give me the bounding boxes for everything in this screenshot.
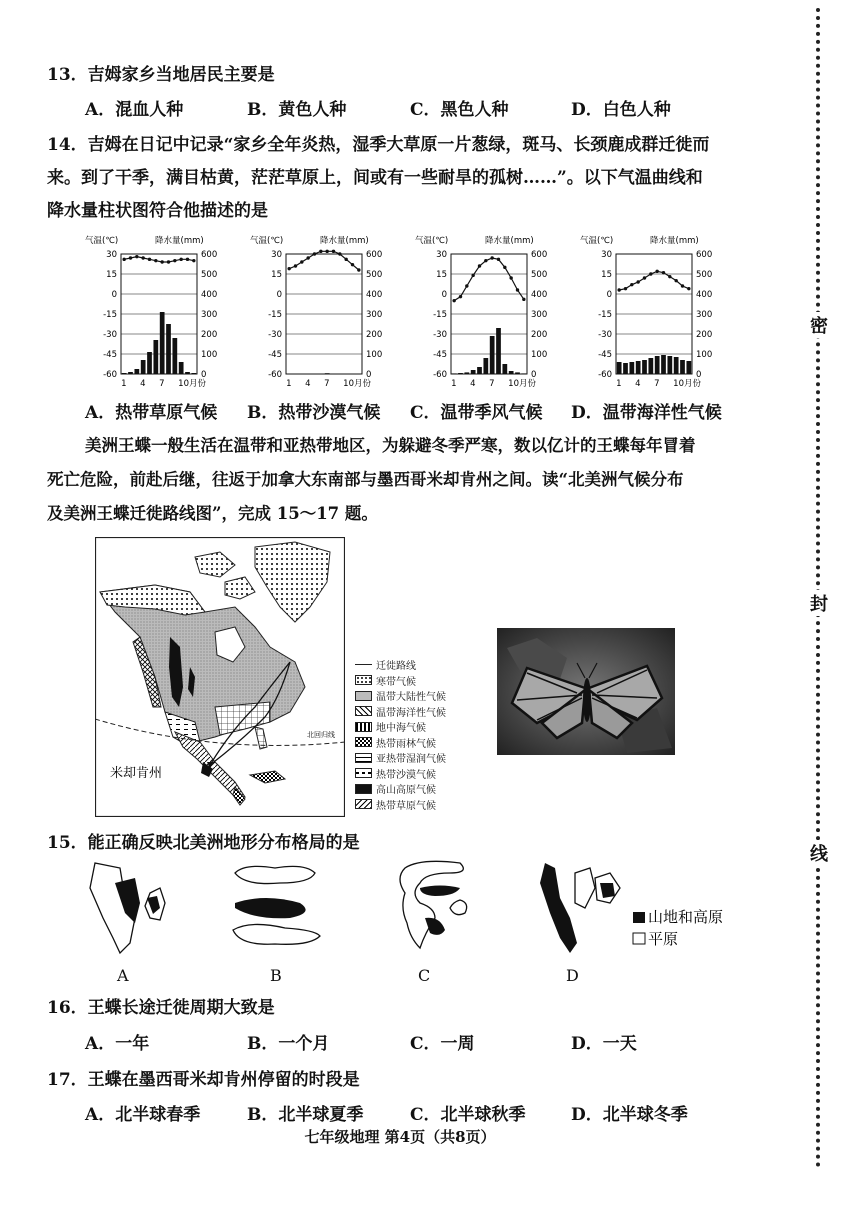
temp-axis-label: 气温(℃) (250, 236, 284, 246)
q16-option-d[interactable]: D．一天 (571, 1034, 637, 1054)
x-tick-label: 7 (324, 379, 330, 389)
temp-point (192, 259, 195, 262)
temp-point (300, 260, 303, 263)
terrain-option-b-shape (233, 866, 320, 944)
temp-point (674, 279, 677, 282)
legend-temperate-continental: 温带大陆性气候 (355, 688, 495, 704)
precip-tick-label: 400 (366, 290, 383, 300)
temp-tick-label: 15 (271, 270, 282, 280)
climate-chart-a (85, 232, 250, 392)
precip-axis-label: 降水量(mm) (650, 236, 699, 246)
seal-char-mi: 密 (808, 312, 830, 338)
temp-tick-label: -15 (433, 310, 447, 320)
precip-bar (166, 324, 171, 374)
temp-point (509, 276, 512, 279)
temp-tick-label: 30 (271, 250, 282, 260)
temp-point (649, 272, 652, 275)
precip-axis-label: 降水量(mm) (320, 236, 369, 246)
temp-tick-label: 30 (106, 250, 117, 260)
precip-tick-label: 300 (531, 310, 548, 320)
legend-tropical-desert: 热带沙漠气候 (355, 766, 495, 782)
tropic-label: 北回归线 (307, 731, 335, 739)
temp-tick-label: -30 (598, 330, 612, 340)
legend-tropical-rainforest: 热带雨林气候 (355, 735, 495, 751)
precip-tick-label: 500 (531, 270, 548, 280)
question-14-line3: 降水量柱状图符合他描述的是 (47, 201, 268, 221)
precip-tick-label: 0 (531, 370, 537, 380)
temp-tick-label: 0 (276, 290, 282, 300)
precip-tick-label: 400 (696, 290, 713, 300)
q17-option-a[interactable]: A．北半球春季 (85, 1105, 201, 1125)
precip-bar (483, 358, 488, 374)
legend-mountain-swatch (633, 912, 645, 923)
temp-point (452, 299, 455, 302)
precip-tick-label: 200 (201, 330, 218, 340)
precip-bar (680, 360, 685, 374)
precip-bar (153, 340, 158, 374)
q17-option-d[interactable]: D．北半球冬季 (571, 1105, 688, 1125)
temp-point (160, 260, 163, 263)
x-tick-label: 4 (470, 379, 476, 389)
temp-point (655, 270, 658, 273)
precip-tick-label: 100 (366, 350, 383, 360)
precip-bar (521, 373, 526, 374)
seal-line (808, 0, 828, 1216)
x-tick-label: 4 (140, 379, 146, 389)
temp-point (167, 260, 170, 263)
precip-bar (623, 363, 628, 374)
precip-axis-label: 降水量(mm) (485, 236, 534, 246)
precip-tick-label: 500 (366, 270, 383, 280)
precip-bar (655, 356, 660, 374)
temp-point (681, 284, 684, 287)
question-16-stem: 16．王蝶长途迁徙周期大致是 (47, 998, 275, 1018)
precip-tick-label: 300 (366, 310, 383, 320)
precip-bar (515, 372, 520, 374)
legend-cold-climate: 寒带气候 (355, 673, 495, 689)
precip-bar (464, 372, 469, 374)
temp-tick-label: 15 (106, 270, 117, 280)
q16-option-a[interactable]: A．一年 (85, 1034, 150, 1054)
precip-tick-label: 100 (201, 350, 218, 360)
temp-point (344, 258, 347, 261)
temp-point (141, 256, 144, 259)
temp-tick-label: 15 (601, 270, 612, 280)
temp-point (478, 264, 481, 267)
precip-bar (325, 373, 330, 374)
legend-highland: 高山高原气候 (355, 781, 495, 797)
temp-tick-label: -30 (103, 330, 117, 340)
temp-point (325, 250, 328, 253)
precip-bar (629, 362, 634, 374)
precip-bar (661, 355, 666, 374)
precip-tick-label: 500 (696, 270, 713, 280)
climate-chart-b (250, 232, 415, 392)
precip-tick-label: 600 (201, 250, 218, 260)
question-17-stem: 17．王蝶在墨西哥米却肯州停留的时段是 (47, 1070, 360, 1090)
temp-point (484, 259, 487, 262)
temp-axis-label: 气温(℃) (85, 236, 119, 246)
temp-point (351, 263, 354, 266)
precip-bar (141, 360, 146, 374)
temp-point (332, 250, 335, 253)
temp-point (306, 256, 309, 259)
temp-tick-label: -45 (103, 350, 117, 360)
temp-point (186, 258, 189, 261)
temp-point (617, 288, 620, 291)
x-tick-label: 4 (635, 379, 641, 389)
precip-tick-label: 200 (696, 330, 713, 340)
x-tick-label: 1 (451, 379, 457, 389)
north-america-climate-map (95, 537, 345, 817)
temp-axis-label: 气温(℃) (415, 236, 449, 246)
x-tick-label: 10月份 (343, 379, 371, 389)
temp-point (459, 295, 462, 298)
precip-bar (471, 370, 476, 374)
climate-chart-d (580, 232, 745, 392)
temp-curve (124, 257, 194, 262)
precip-bar (496, 328, 501, 374)
temp-point (129, 256, 132, 259)
temp-tick-label: 30 (436, 250, 447, 260)
passage-line2: 死亡危险，前赴后继，往返于加拿大东南部与墨西哥米却肯州之间。读“北美洲气候分布 (47, 470, 684, 489)
precip-tick-label: 100 (531, 350, 548, 360)
x-tick-label: 4 (305, 379, 311, 389)
precip-bar (674, 357, 679, 374)
temp-tick-label: -60 (268, 370, 282, 380)
temp-point (624, 287, 627, 290)
temp-point (636, 280, 639, 283)
temp-point (173, 259, 176, 262)
precip-bar (502, 364, 507, 374)
q14-option-d[interactable]: D．温带海洋性气候 (571, 403, 722, 423)
q15-label-d[interactable]: D (566, 966, 579, 985)
legend-tropical-savanna: 热带草原气候 (355, 797, 495, 813)
precip-bar (667, 356, 672, 374)
temp-point (135, 255, 138, 258)
passage-line3: 及美洲王蝶迁徙路线图”，完成 15～17 题。 (47, 504, 378, 523)
question-14-line1: 14．吉姆在日记中记录“家乡全年炎热，湿季大草原一片葱绿，斑马、长颈鹿成群迁徙而 (47, 135, 710, 155)
precip-tick-label: 400 (201, 290, 218, 300)
precip-tick-label: 600 (696, 250, 713, 260)
precip-tick-label: 0 (366, 370, 372, 380)
question-15-stem: 15．能正确反映北美洲地形分布格局的是 (47, 833, 360, 853)
temp-tick-label: -60 (598, 370, 612, 380)
legend-temperate-marine: 温带海洋性气候 (355, 704, 495, 720)
michoacan-label: 米却肯州 (110, 766, 163, 781)
precip-bar (172, 338, 177, 374)
legend-subtropical-humid: 亚热带湿润气候 (355, 750, 495, 766)
temp-tick-label: 0 (441, 290, 447, 300)
temp-tick-label: -15 (268, 310, 282, 320)
precip-tick-label: 600 (531, 250, 548, 260)
terrain-option-d-shape (540, 863, 620, 953)
temp-point (503, 266, 506, 269)
precip-bar (642, 360, 647, 374)
temp-point (338, 252, 341, 255)
temp-tick-label: -60 (433, 370, 447, 380)
legend-plain-label: 平原 (648, 930, 679, 948)
q13-option-d[interactable]: D．白色人种 (571, 100, 671, 120)
monarch-butterfly-photo (497, 628, 675, 755)
precip-tick-label: 0 (201, 370, 207, 380)
temp-tick-label: -15 (103, 310, 117, 320)
precip-bar (636, 361, 641, 374)
x-tick-label: 7 (654, 379, 660, 389)
x-tick-label: 1 (286, 379, 292, 389)
precip-bar (128, 372, 133, 374)
temp-point (287, 267, 290, 270)
temp-point (643, 276, 646, 279)
q14-option-b[interactable]: B．热带沙漠气候 (247, 403, 381, 423)
precip-tick-label: 0 (696, 370, 702, 380)
seal-char-feng: 封 (808, 590, 830, 616)
q15-label-b[interactable]: B (270, 966, 282, 985)
q13-option-c[interactable]: C．黑色人种 (410, 100, 509, 120)
precip-bar (185, 372, 190, 374)
precip-tick-label: 200 (531, 330, 548, 340)
temp-point (497, 258, 500, 261)
precip-tick-label: 400 (531, 290, 548, 300)
precip-bar (191, 373, 196, 374)
precip-bar (477, 367, 482, 374)
precip-tick-label: 300 (201, 310, 218, 320)
q14-option-a[interactable]: A．热带草原气候 (85, 403, 218, 423)
precip-bar (147, 352, 152, 374)
temp-tick-label: -60 (103, 370, 117, 380)
question-14-line2: 来。到了干季，满目枯黄，茫茫草原上，间或有一些耐旱的孤树……”。以下气温曲线和 (47, 168, 703, 188)
temp-tick-label: -30 (433, 330, 447, 340)
precip-tick-label: 200 (366, 330, 383, 340)
temp-point (122, 258, 125, 261)
precip-bar (160, 312, 165, 374)
precip-bar (452, 373, 457, 374)
q13-option-b[interactable]: B．黄色人种 (247, 100, 347, 120)
climate-chart-c (415, 232, 580, 392)
temp-axis-label: 气温(℃) (580, 236, 614, 246)
temp-tick-label: -15 (598, 310, 612, 320)
temp-tick-label: 0 (606, 290, 612, 300)
precip-bar (617, 362, 622, 374)
precip-bar (509, 371, 514, 374)
x-tick-label: 10月份 (178, 379, 206, 389)
x-tick-label: 10月份 (673, 379, 701, 389)
temp-tick-label: -30 (268, 330, 282, 340)
precip-bar (134, 369, 139, 374)
q15-label-a[interactable]: A (117, 966, 129, 985)
question-13-stem: 13．吉姆家乡当地居民主要是 (47, 65, 275, 85)
map-legend (355, 657, 495, 812)
precip-bar (490, 336, 495, 374)
precip-tick-label: 300 (696, 310, 713, 320)
temp-point (630, 283, 633, 286)
temp-tick-label: -45 (433, 350, 447, 360)
precip-bar (122, 373, 127, 374)
q15-label-c[interactable]: C (418, 966, 431, 985)
temp-point (687, 287, 690, 290)
q13-option-a[interactable]: A．混血人种 (85, 100, 184, 120)
temp-point (522, 298, 525, 301)
temp-point (357, 268, 360, 271)
x-tick-label: 7 (489, 379, 495, 389)
q16-option-c[interactable]: C．一周 (410, 1034, 475, 1054)
terrain-option-a-shape (90, 863, 165, 953)
legend-migration-route: 迁徙路线 (355, 657, 495, 673)
temp-point (294, 264, 297, 267)
passage-line1: 美洲王蝶一般生活在温带和亚热带地区，为躲避冬季严寒，数以亿计的王蝶每年冒着 (85, 436, 696, 455)
q14-option-c[interactable]: C．温带季风气候 (410, 403, 543, 423)
legend-mountain-label: 山地和高原 (648, 908, 724, 926)
q16-option-b[interactable]: B．一个月 (247, 1034, 330, 1054)
q17-option-b[interactable]: B．北半球夏季 (247, 1105, 364, 1125)
precip-bar (179, 362, 184, 374)
temp-point (319, 250, 322, 253)
precip-bar (458, 373, 463, 374)
temp-point (662, 271, 665, 274)
precip-bar (648, 358, 653, 374)
temp-point (490, 256, 493, 259)
temp-point (313, 252, 316, 255)
temp-tick-label: 15 (436, 270, 447, 280)
temp-tick-label: 30 (601, 250, 612, 260)
legend-mediterranean: 地中海气候 (355, 719, 495, 735)
seal-char-xian: 线 (808, 840, 830, 866)
x-tick-label: 7 (159, 379, 165, 389)
x-tick-label: 1 (121, 379, 127, 389)
precip-bar (686, 361, 691, 374)
temp-point (516, 288, 519, 291)
temp-point (179, 258, 182, 261)
legend-plain-swatch (633, 933, 645, 944)
precip-tick-label: 500 (201, 270, 218, 280)
temp-point (465, 284, 468, 287)
q17-option-c[interactable]: C．北半球秋季 (410, 1105, 526, 1125)
temp-point (148, 258, 151, 261)
x-tick-label: 10月份 (508, 379, 536, 389)
temp-point (154, 259, 157, 262)
temp-tick-label: 0 (111, 290, 117, 300)
precip-tick-label: 600 (366, 250, 383, 260)
precip-tick-label: 100 (696, 350, 713, 360)
temp-tick-label: -45 (268, 350, 282, 360)
precip-axis-label: 降水量(mm) (155, 236, 204, 246)
temp-point (668, 275, 671, 278)
temp-tick-label: -45 (598, 350, 612, 360)
temp-point (471, 274, 474, 277)
terrain-options-figure (75, 858, 755, 958)
terrain-option-c-shape (400, 861, 467, 948)
x-tick-label: 1 (616, 379, 622, 389)
page-footer: 七年级地理 第4页（共8页） (304, 1128, 496, 1146)
